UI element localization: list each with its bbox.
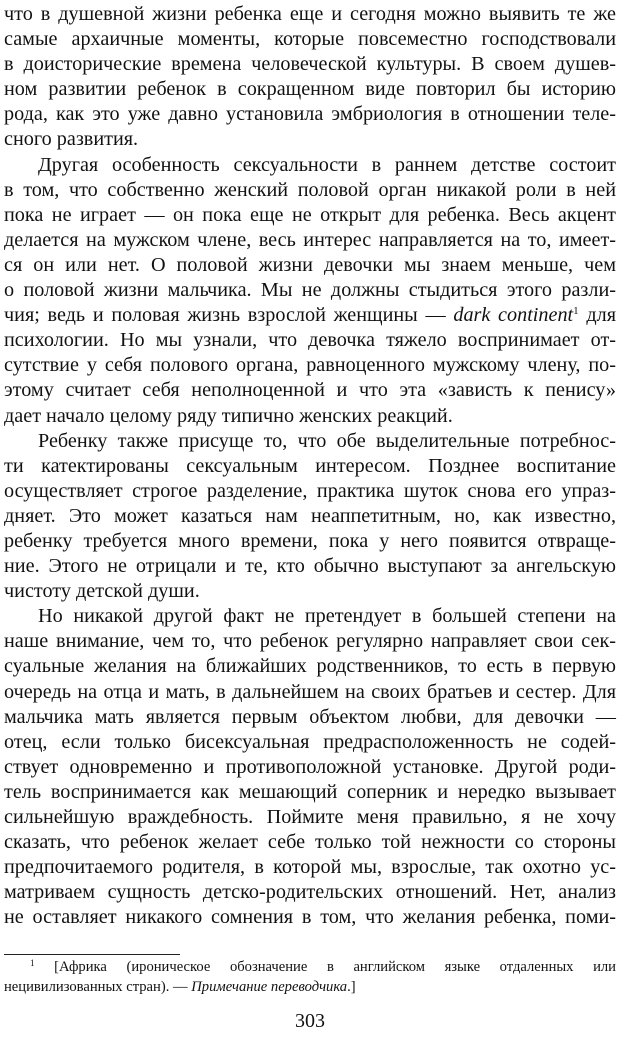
text-line-content: Другая особенность сексуальности в раннем детстве состоит [38, 153, 616, 176]
text-line [4, 830, 616, 855]
text-line-content: дает начало целому ряду типично женских реакций. [4, 404, 453, 427]
text-line [4, 429, 616, 454]
text-line [4, 303, 616, 328]
text-line-content: сильнейшую враждебность. Поймите меня правильно, я не хочу [4, 806, 616, 828]
text-line [4, 27, 616, 52]
text-line [4, 504, 616, 529]
text-line [4, 253, 616, 278]
text-line-content: предпочитаемого родителя, в которой мы, взрослые, так охотно ус- [4, 856, 616, 879]
text-line [4, 454, 616, 479]
text-line-content: наше внимание, чем то, что ребенок регулярно направляет свои сек- [4, 630, 616, 653]
footnote-text: нецивилизованных стран). — [4, 978, 188, 995]
text-line-content: о половой жизни мальчика. Мы не должны стыдиться этого разли- [4, 279, 616, 302]
text-line [4, 730, 616, 755]
text-line-content: ствует одновременно и противоположной установке. Другой роди- [4, 755, 616, 778]
text-line [4, 805, 616, 830]
footnote-reference: 1 [573, 305, 579, 318]
text-line [4, 654, 616, 679]
text-line-content: ном развитии ребенок в сокращенном виде повторил бы историю [4, 78, 616, 101]
footnote-end: .] [347, 978, 356, 995]
text-line-content: чистоту детской души. [4, 580, 200, 603]
text-line [4, 102, 616, 127]
text-line-content: делается на мужском члене, весь интерес направляется на то, имеет- [4, 228, 616, 251]
text-line [4, 905, 616, 930]
text-line-content: не оставляет никакого сомнения в том, что желания ребенка, поми- [4, 906, 616, 929]
text-line-content: этому считает себя неполноценной и что эта «зависть к пенису» [4, 379, 616, 402]
text-line-content: рода, как это уже давно установила эмбриология в отношении теле- [4, 103, 616, 126]
text-line-content: в доисторические времена человеческой культуры. В своем душев- [4, 53, 616, 76]
text-line [4, 77, 616, 102]
text-line-content: самые архаичные моменты, которые повсеместно господствовали [4, 28, 616, 51]
text-line-content: суальные желания на ближайших родственников, то есть в первую [4, 655, 616, 678]
text-line [4, 328, 616, 353]
text-line-content: Ребенку также присуще то, что обе выделительные потребнос- [38, 429, 616, 452]
text-line [4, 228, 616, 253]
text-line-content: пока не играет — он пока еще не открыт для ребенка. Весь акцент [4, 203, 616, 226]
text-line [4, 780, 616, 805]
text-line-content: дняет. Это может казаться нам неаппетитным, но, как известно, [4, 504, 616, 527]
text-line [4, 203, 616, 228]
text-line-content: чия; ведь и половая жизнь взрослой женщины — [4, 304, 446, 327]
page-number: 303 [295, 1010, 325, 1032]
body-text [4, 2, 616, 930]
text-line-tail: для [578, 304, 616, 327]
text-line-content: тель воспринимается как мешающий соперник и нередко вызывает [4, 780, 616, 803]
footnote-line [4, 978, 616, 998]
text-line-content: что в душевной жизни ребенка еще и сегодня можно выявить те же [4, 3, 616, 25]
text-line-content: ти катектированы сексуальным интересом. Позднее воспитание [4, 454, 616, 477]
text-line-content: психологии. Но мы узнали, что девочка тяжело воспринимает от- [4, 329, 616, 352]
footnote [4, 958, 616, 997]
footnote-text: [Африка (ироническое обозначение в английском языке отдаленных или [54, 959, 616, 975]
text-line [4, 629, 616, 654]
text-line [4, 378, 616, 403]
text-line [4, 353, 616, 378]
text-line-content: очередь на отца и мать, в дальнейшем на своих братьев и сестер. Для [4, 680, 616, 703]
text-line-content: сказать, что ребенок желает себе только той нежности со стороны [4, 831, 616, 854]
footnote-marker: 1 [30, 958, 35, 968]
italic-term: dark continent [453, 304, 574, 327]
text-line [4, 680, 616, 705]
text-line [4, 127, 616, 152]
text-line [4, 278, 616, 303]
text-line-content: ся он или нет. О половой жизни девочки мы знаем меньше, чем [4, 253, 616, 276]
text-line-content: Но никакой другой факт не претендует в большей степени на [38, 605, 616, 628]
text-line [4, 178, 616, 203]
text-line [4, 529, 616, 554]
text-line-content: сного развития. [4, 128, 139, 151]
text-line-content: в том, что собственно женский половой орган никакой роли в ней [4, 178, 616, 201]
text-line [4, 579, 616, 604]
text-line-content: осуществляет строгое разделение, практика шуток снова его упраз- [4, 479, 616, 502]
text-line [4, 2, 616, 27]
text-line [4, 705, 616, 730]
text-line [4, 554, 616, 579]
text-line-content: сутствие у себя полового органа, равноценного мужскому члену, по- [4, 354, 616, 377]
text-line [4, 153, 616, 178]
text-line [4, 52, 616, 77]
footnote-divider [4, 954, 180, 955]
text-line-content: отец, если только бисексуальная предрасположенность не содей- [4, 730, 616, 753]
text-line-content: мальчика мать является первым объектом любви, для девочки — [4, 705, 616, 728]
text-line-content: матриваем сущность детско-родительских отношений. Нет, анализ [4, 881, 616, 904]
text-line [4, 404, 616, 429]
text-line [4, 880, 616, 905]
text-line-content: ребенку требуется много времени, пока у него появится отвраще- [4, 529, 616, 552]
footnote-line [4, 958, 616, 978]
text-line [4, 755, 616, 780]
footnote-note-label: Примечание переводчика [191, 978, 348, 995]
text-line [4, 604, 616, 629]
text-line [4, 479, 616, 504]
text-line [4, 855, 616, 880]
text-line-content: ние. Этого не отрицали и те, кто обычно выступают за ангельскую [4, 555, 616, 578]
